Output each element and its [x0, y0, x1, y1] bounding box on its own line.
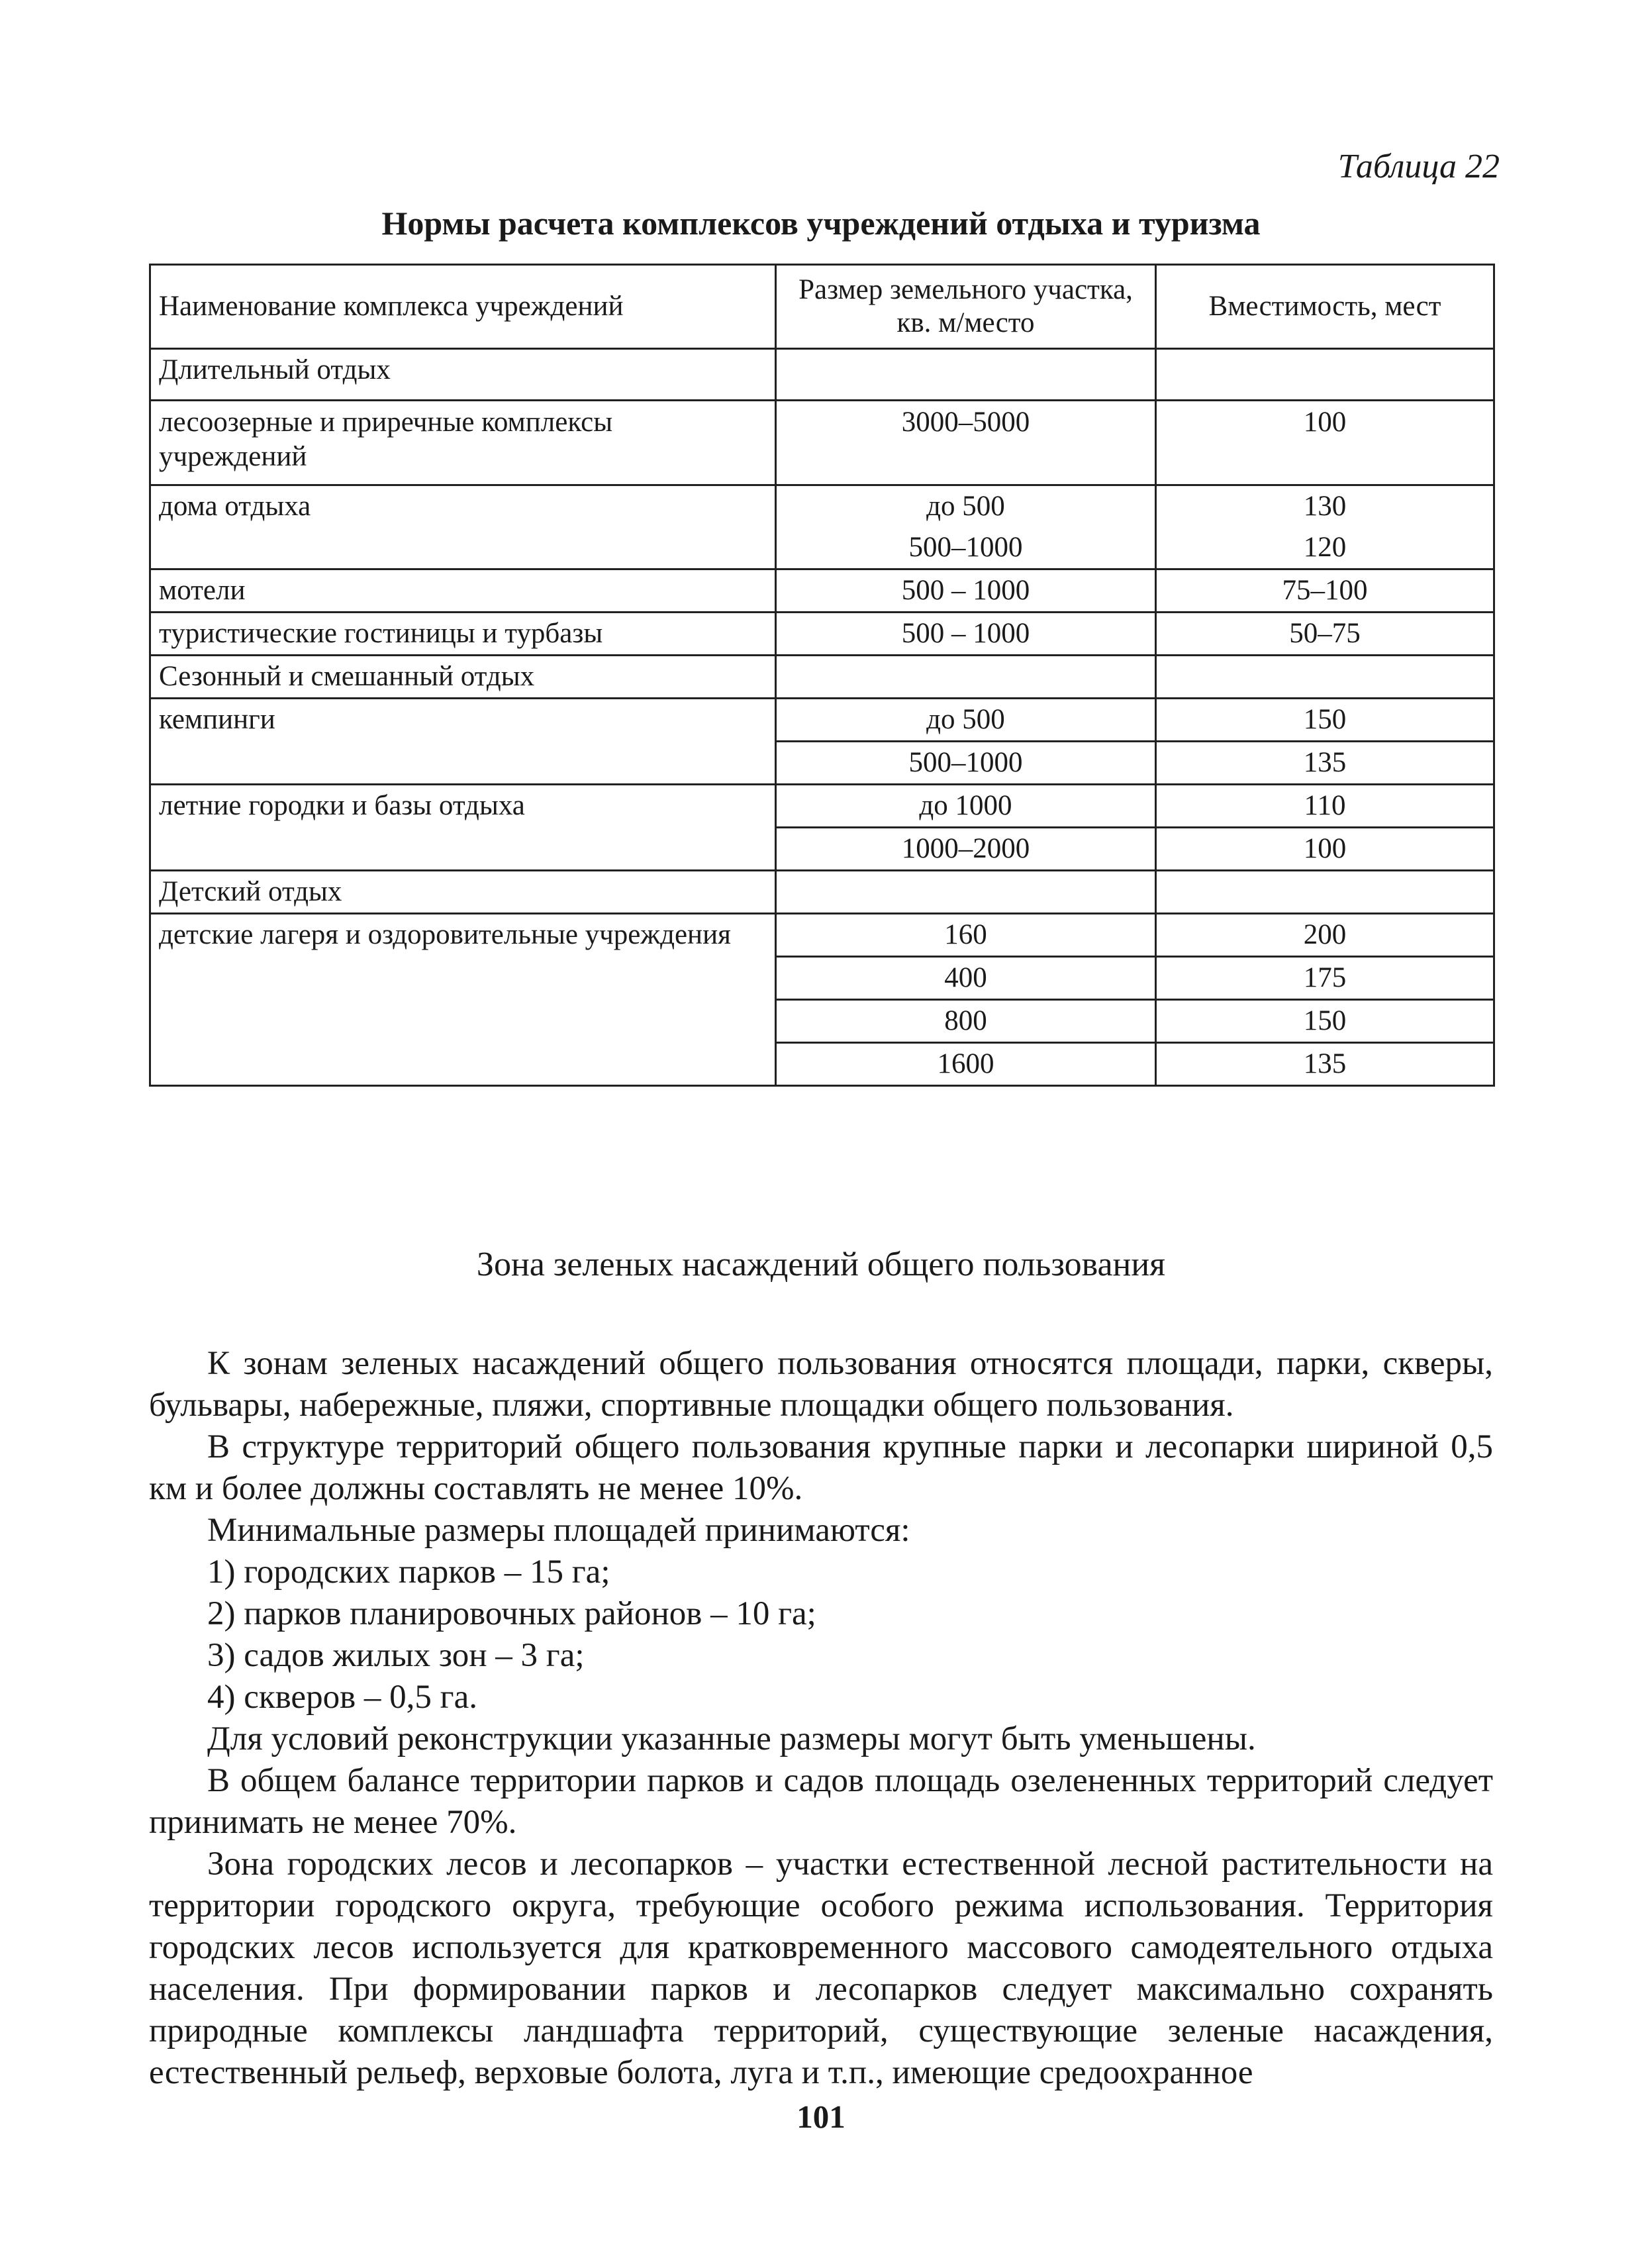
land-size-cell: 500–1000 — [776, 742, 1156, 785]
capacity-cell: 50–75 — [1156, 613, 1494, 656]
table-row — [150, 613, 1494, 656]
norms-table — [149, 264, 1495, 1087]
land-size-cell: 500–1000 — [776, 527, 1156, 569]
land-size-cell: 800 — [776, 1000, 1156, 1043]
table-row — [150, 401, 1494, 485]
capacity-cell: 130 — [1156, 485, 1494, 528]
land-size-cell: до 1000 — [776, 785, 1156, 828]
table-row — [150, 914, 1494, 957]
land-size-cell — [776, 871, 1156, 914]
name-cell: кемпинги — [150, 699, 776, 785]
capacity-cell: 100 — [1156, 828, 1494, 871]
page-number: 101 — [797, 2098, 845, 2135]
capacity-cell — [1156, 349, 1494, 401]
name-cell: детские лагеря и оздоровительные учреждения — [150, 914, 776, 1086]
category-cell: Длительный отдых — [150, 349, 776, 401]
land-size-cell: 1600 — [776, 1043, 1156, 1086]
name-cell: мотели — [150, 569, 776, 613]
table-caption: Таблица 22 — [1337, 148, 1500, 185]
table-row — [150, 485, 1494, 528]
capacity-cell: 135 — [1156, 742, 1494, 785]
paragraph: К зонам зеленых насаждений общего пользования относятся площади, парки, скверы, бульвары, набережные, пляжи, спортивные площадки общего пользования. — [149, 1345, 1493, 1424]
land-size-cell: 3000–5000 — [776, 401, 1156, 485]
table-row — [150, 656, 1494, 699]
table-row — [150, 569, 1494, 613]
list-item: 2) парков планировочных районов – 10 га; — [207, 1595, 816, 1632]
capacity-cell: 200 — [1156, 914, 1494, 957]
header-land-size: Размер земельного участка, кв. м/место — [776, 265, 1156, 349]
table-row — [150, 871, 1494, 914]
header-capacity: Вместимость, мест — [1156, 265, 1494, 349]
capacity-cell: 150 — [1156, 1000, 1494, 1043]
capacity-cell: 110 — [1156, 785, 1494, 828]
paragraph: Зона городских лесов и лесопарков – участки естественной лесной растительности на территории городского округа, требующие особого режима использования. Территория городских лесов используется для кратковременного массового самодеятельного отдыха населения. При формировании парков и лесопарков следует максимально сохранять природные комплексы ландшафта территорий, существующие зеленые насаждения, естественный рельеф, верховые болота, луга и т.п., имеющие средоохранное — [149, 1846, 1493, 2091]
capacity-cell: 150 — [1156, 699, 1494, 742]
land-size-cell: 500 – 1000 — [776, 569, 1156, 613]
capacity-cell: 175 — [1156, 957, 1494, 1000]
list-item: 1) городских парков – 15 га; — [207, 1553, 610, 1591]
paragraph: Для условий реконструкции указанные размеры могут быть уменьшены. — [207, 1720, 1256, 1757]
section-heading: Зона зеленых насаждений общего пользования — [476, 1246, 1166, 1283]
capacity-cell: 100 — [1156, 401, 1494, 485]
table-row — [150, 349, 1494, 401]
land-size-cell: до 500 — [776, 699, 1156, 742]
land-size-cell: до 500 — [776, 485, 1156, 528]
capacity-cell: 120 — [1156, 527, 1494, 569]
table-row — [150, 699, 1494, 742]
table-row — [150, 785, 1494, 828]
capacity-cell — [1156, 656, 1494, 699]
land-size-cell: 400 — [776, 957, 1156, 1000]
name-cell: туристические гостиницы и турбазы — [150, 613, 776, 656]
land-size-cell: 500 – 1000 — [776, 613, 1156, 656]
header-name: Наименование комплекса учреждений — [150, 265, 776, 349]
capacity-cell — [1156, 871, 1494, 914]
land-size-cell — [776, 349, 1156, 401]
capacity-cell: 135 — [1156, 1043, 1494, 1086]
paragraph: Минимальные размеры площадей принимаются: — [207, 1512, 910, 1549]
paragraph: В структуре территорий общего пользования крупные парки и лесопарки шириной 0,5 км и более должны составлять не менее 10%. — [149, 1428, 1493, 1507]
category-cell: Детский отдых — [150, 871, 776, 914]
list-item: 4) скверов – 0,5 га. — [207, 1679, 477, 1716]
land-size-cell: 1000–2000 — [776, 828, 1156, 871]
land-size-cell: 160 — [776, 914, 1156, 957]
name-cell: летние городки и базы отдыха — [150, 785, 776, 871]
list-item: 3) садов жилых зон – 3 га; — [207, 1637, 585, 1674]
land-size-cell — [776, 656, 1156, 699]
table-header-row — [150, 265, 1494, 349]
paragraph: В общем балансе территории парков и садов площадь озелененных территорий следует принимать не менее 70%. — [149, 1762, 1493, 1841]
name-cell: лесоозерные и приречные комплексы учреждений — [150, 401, 776, 485]
table-title: Нормы расчета комплексов учреждений отдыха и туризма — [381, 205, 1261, 242]
category-cell: Сезонный и смешанный отдых — [150, 656, 776, 699]
name-cell: дома отдыха — [150, 485, 776, 569]
capacity-cell: 75–100 — [1156, 569, 1494, 613]
